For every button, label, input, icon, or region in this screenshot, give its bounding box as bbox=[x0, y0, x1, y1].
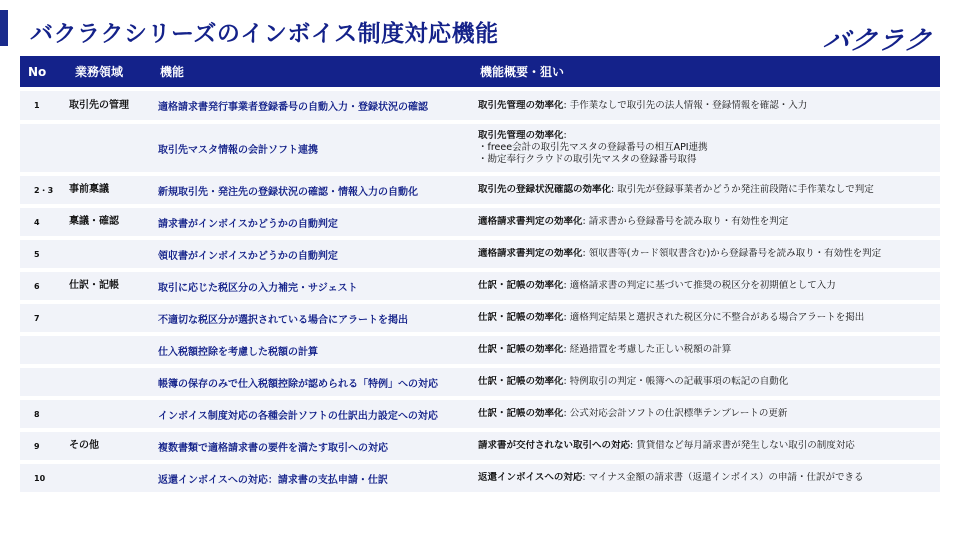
description-bullet: ・勘定奉行クラウドの取引先マスタの登録番号取得 bbox=[478, 154, 697, 165]
row-function: 請求書がインボイスかどうかの自動判定 bbox=[158, 218, 338, 230]
description-detail: : 適格判定結果と選択された税区分に不整合がある場合アラートを掲出 bbox=[563, 312, 865, 323]
row-function: 不適切な税区分が選択されている場合にアラートを掲出 bbox=[158, 314, 408, 326]
table-row bbox=[20, 464, 940, 492]
row-area: 仕訳・記帳 bbox=[69, 280, 119, 291]
description-detail: : 領収書等(カード領収書含む)から登録番号を読み取り・有効性を判定 bbox=[582, 248, 882, 259]
description-detail: : マイナス金額の請求書（返還インボイス）の申請・仕訳ができる bbox=[582, 472, 864, 483]
row-no: 7 bbox=[34, 313, 40, 323]
row-description bbox=[466, 376, 940, 388]
description-detail: : 取引先が登録事業者かどうか発注前段階に手作業なしで判定 bbox=[611, 184, 874, 195]
description-headline: 適格請求書判定の効率化 bbox=[478, 216, 583, 227]
description-headline: 仕訳・記帳の効率化 bbox=[478, 344, 564, 355]
table-body bbox=[20, 91, 940, 492]
table-row bbox=[20, 176, 940, 204]
row-description bbox=[466, 100, 940, 112]
row-description bbox=[466, 184, 940, 196]
bakuraku-logo: バクラク bbox=[820, 26, 935, 56]
row-function: 適格請求書発行事業者登録番号の自動入力・登録状況の確認 bbox=[158, 102, 428, 113]
description-headline: 返還インボイスへの対応 bbox=[478, 472, 583, 483]
description-detail: : 適格請求書の判定に基づいて推奨の税区分を初期値として入力 bbox=[563, 280, 836, 291]
header-area: 業務領域 bbox=[75, 65, 124, 79]
description-headline: 適格請求書判定の効率化 bbox=[478, 248, 583, 259]
row-description bbox=[466, 216, 940, 228]
description-headline: 取引先の登録状況確認の効率化 bbox=[478, 184, 612, 195]
row-no: 10 bbox=[34, 473, 46, 483]
row-function: インボイス制度対応の各種会計ソフトの仕訳出力設定への対応 bbox=[158, 410, 438, 422]
row-area: 取引先の管理 bbox=[69, 99, 129, 111]
description-headline: 仕訳・記帳の効率化 bbox=[478, 408, 564, 419]
row-description bbox=[466, 248, 940, 260]
row-no: 6 bbox=[34, 281, 40, 291]
table-row bbox=[20, 368, 940, 396]
table-row bbox=[20, 124, 940, 172]
description-headline: 取引先管理の効率化 bbox=[478, 99, 564, 111]
row-function: 取引先マスタ情報の会計ソフト連携 bbox=[158, 144, 318, 156]
row-area: その他 bbox=[69, 440, 99, 451]
description-detail: : 公式対応会計ソフトの仕訳標準テンプレートの更新 bbox=[563, 408, 788, 419]
row-no: 5 bbox=[34, 249, 40, 259]
description-headline: 取引先管理の効率化 bbox=[478, 130, 564, 141]
description-headline: 仕訳・記帳の効率化 bbox=[478, 280, 564, 291]
table-row bbox=[20, 432, 940, 460]
row-function: 新規取引先・発注先の登録状況の確認・情報入力の自動化 bbox=[158, 186, 418, 198]
row-description bbox=[466, 472, 940, 484]
feature-table bbox=[20, 56, 940, 492]
description-detail: : bbox=[563, 130, 567, 141]
row-function: 仕入税額控除を考慮した税額の計算 bbox=[158, 346, 318, 358]
description-headline: 仕訳・記帳の効率化 bbox=[478, 376, 564, 387]
row-description bbox=[466, 280, 940, 292]
row-area: 事前稟議 bbox=[69, 184, 109, 195]
title-accent-bar bbox=[0, 10, 8, 46]
row-no: 4 bbox=[34, 217, 40, 227]
table-row bbox=[20, 400, 940, 428]
row-function: 返還インボイスへの対応：請求書の支払申請・仕訳 bbox=[158, 474, 388, 486]
table-header bbox=[20, 56, 940, 87]
table-row bbox=[20, 304, 940, 332]
description-detail: : 請求書から登録番号を読み取り・有効性を判定 bbox=[582, 216, 789, 227]
description-detail: : 経過措置を考慮した正しい税額の計算 bbox=[563, 344, 732, 355]
row-no: 2・3 bbox=[34, 185, 54, 195]
table-row bbox=[20, 272, 940, 300]
row-area: 稟議・確認 bbox=[69, 216, 119, 227]
row-function: 複数書類で適格請求書の要件を満たす取引への対応 bbox=[158, 442, 388, 454]
description-headline: 請求書が交付されない取引への対応 bbox=[478, 440, 631, 451]
table-row bbox=[20, 240, 940, 268]
description-bullet: ・freee会計の取引先マスタの登録番号の相互API連携 bbox=[478, 142, 708, 153]
row-no: 1 bbox=[34, 101, 40, 110]
table-row bbox=[20, 208, 940, 236]
page-title: バクラクシリーズのインボイス制度対応機能 bbox=[30, 21, 499, 47]
row-description bbox=[466, 344, 940, 356]
header-no: No bbox=[28, 64, 47, 79]
row-description bbox=[466, 130, 940, 166]
header-description: 機能概要・狙い bbox=[480, 65, 565, 79]
row-no: 8 bbox=[34, 409, 40, 419]
header-function: 機能 bbox=[160, 65, 185, 79]
table-row bbox=[20, 336, 940, 364]
row-description bbox=[466, 440, 940, 452]
description-detail: : 賃貸借など毎月請求書が発生しない取引の制度対応 bbox=[630, 440, 855, 451]
row-description bbox=[466, 408, 940, 420]
description-detail: : 特例取引の判定・帳簿への記載事項の転記の自動化 bbox=[563, 376, 789, 387]
row-function: 領収書がインボイスかどうかの自動判定 bbox=[158, 250, 338, 262]
row-function: 取引に応じた税区分の入力補完・サジェスト bbox=[158, 282, 358, 294]
row-function: 帳簿の保存のみで仕入税額控除が認められる「特例」への対応 bbox=[158, 378, 438, 390]
description-headline: 仕訳・記帳の効率化 bbox=[478, 312, 564, 323]
row-no: 9 bbox=[34, 441, 40, 451]
description-detail: : 手作業なしで取引先の法人情報・登録情報を確認・入力 bbox=[563, 99, 808, 111]
table-row bbox=[20, 91, 940, 120]
row-description bbox=[466, 312, 940, 324]
